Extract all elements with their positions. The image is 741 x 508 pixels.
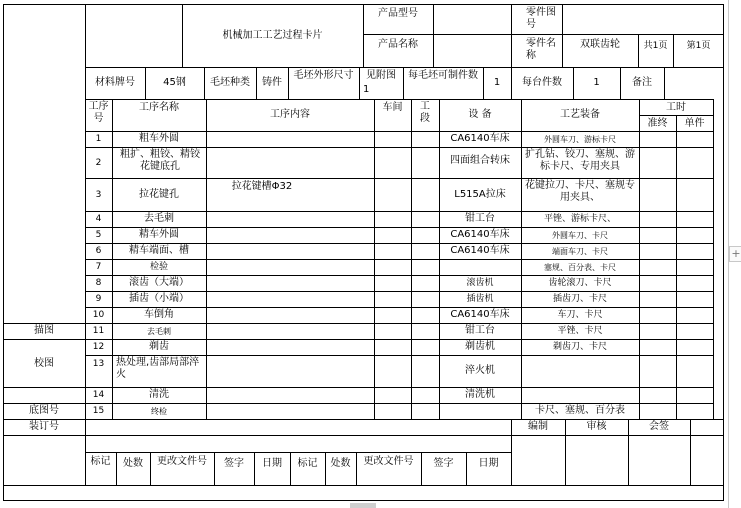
op-name: 去毛刺	[144, 213, 174, 224]
op-equipment: 淬火机	[465, 365, 495, 376]
header-workshop: 车间	[382, 102, 403, 113]
op-number: 1	[95, 134, 102, 144]
op-equipment: 钳工台	[465, 325, 495, 336]
pieces-per-unit-value: 1	[593, 77, 600, 88]
op-number: 12	[92, 342, 105, 352]
op-equipment: CA6140车床	[450, 245, 510, 256]
op-equipment: CA6140车床	[450, 309, 510, 320]
header-prep-final: 准终	[647, 118, 668, 129]
op-number: 6	[95, 246, 102, 256]
op-tooling: 外圆车刀、游标卡尺	[544, 135, 616, 144]
part-name-label: 零件名称	[526, 38, 556, 61]
op-equipment: 插齿机	[466, 294, 494, 304]
op-tooling: 车刀、卡尺	[557, 310, 603, 320]
revision-mark-label-2: 标记	[297, 458, 318, 469]
product-model-label: 产品型号	[378, 8, 418, 19]
op-number: 10	[92, 310, 105, 320]
header-work-hours: 工时	[666, 102, 686, 113]
header-section: 工段	[420, 101, 430, 124]
op-name: 滚齿（大端）	[129, 277, 189, 288]
header-equipment: 设 备	[468, 109, 492, 120]
op-number: 11	[92, 326, 105, 336]
op-tooling: 插齿刀、卡尺	[552, 294, 607, 304]
op-name: 清洗	[149, 389, 169, 400]
review-label: 审核	[586, 421, 607, 432]
revision-sign-label-2: 签字	[433, 458, 454, 469]
op-tooling: 齿轮滚刀、卡尺	[548, 278, 612, 288]
op-number: 2	[95, 158, 102, 168]
blank-type-label: 毛坯种类	[210, 77, 250, 88]
op-content: 拉花键槽Φ32	[231, 181, 293, 192]
op-number: 9	[95, 294, 102, 304]
op-number: 5	[95, 230, 102, 240]
product-name-label: 产品名称	[378, 39, 418, 50]
op-equipment: 四面组合转床	[450, 155, 510, 166]
compile-label: 编制	[528, 421, 548, 432]
page-number: 第1页	[686, 41, 711, 51]
op-equipment: 钳工台	[465, 213, 495, 224]
op-tooling: 端面车刀、卡尺	[552, 247, 608, 256]
header-tooling: 工艺装备	[560, 109, 600, 120]
revision-count-label: 处数	[123, 458, 143, 469]
pieces-per-blank-label: 每毛坯可制件数	[408, 70, 478, 81]
op-number: 4	[95, 214, 102, 224]
blank-type-value: 铸件	[262, 77, 282, 88]
base-drawing-no-label: 底图号	[29, 405, 59, 416]
op-number: 8	[95, 278, 102, 288]
op-tooling: 卡尺、塞规、百分表	[535, 405, 625, 416]
revision-sign-label: 签字	[224, 458, 244, 469]
op-number: 15	[92, 406, 105, 416]
op-tooling: 平锉、卡尺	[557, 326, 603, 336]
revision-date-label-2: 日期	[478, 458, 499, 469]
op-name: 检验	[149, 262, 168, 272]
op-name: 车倒角	[144, 309, 174, 320]
attached-drawing-value: 1	[363, 84, 370, 95]
part-name-value: 双联齿轮	[580, 39, 620, 50]
op-tooling: 外圆车刀、卡尺	[552, 231, 608, 240]
op-number: 7	[95, 262, 102, 272]
op-name: 粗扩、粗铰、精铰花键底孔	[120, 149, 200, 172]
revision-mark-label: 标记	[90, 456, 111, 467]
op-equipment: CA6140车床	[450, 133, 510, 144]
remarks-label: 备注	[632, 77, 652, 88]
op-tooling: 塞规、百分表、卡尺	[544, 263, 616, 272]
op-name: 终检	[151, 407, 167, 416]
attached-drawing-label: 见附图	[366, 70, 396, 81]
op-name: 去毛刺	[147, 327, 171, 336]
header-op-name: 工序名称	[139, 102, 179, 113]
material-grade-label: 材料牌号	[95, 77, 135, 88]
op-equipment: CA6140车床	[450, 229, 510, 240]
op-number: 3	[95, 190, 102, 200]
header-unit: 单件	[684, 118, 705, 129]
op-name: 精车端面、槽	[129, 245, 189, 256]
countersign-label: 会签	[649, 421, 669, 432]
op-name: 拉花键孔	[139, 189, 179, 200]
total-pages: 共1页	[643, 41, 668, 51]
revision-change-doc-label-2: 更改文件号	[363, 456, 414, 467]
op-name: 精车外圆	[139, 229, 179, 240]
op-name: 插齿（小端）	[129, 293, 189, 304]
op-tooling: 花键拉刀、卡尺、塞规专用夹具、	[525, 180, 635, 203]
trace-label: 描图	[34, 325, 54, 336]
op-equipment: L515A拉床	[454, 189, 506, 200]
header-op-content: 工序内容	[270, 109, 310, 120]
op-name: 粗车外圆	[139, 133, 179, 144]
op-tooling: 扩孔钻、铰刀、塞规、游标卡尺、专用夹具	[525, 149, 635, 172]
op-name: 热处理,齿部局部淬火	[116, 357, 200, 380]
op-number: 14	[92, 390, 105, 400]
op-equipment: 滚齿机	[466, 278, 494, 288]
op-tooling: 剃齿刀、卡尺	[552, 342, 607, 352]
binding-no-label: 装订号	[29, 421, 59, 432]
op-equipment: 清洗机	[465, 389, 495, 400]
op-number: 13	[92, 359, 105, 369]
revision-count-label-2: 处数	[330, 458, 351, 469]
material-grade-value: 45钢	[163, 77, 186, 88]
check-label: 校图	[34, 358, 54, 369]
revision-change-doc-label: 更改文件号	[157, 456, 207, 467]
pieces-per-unit-label: 每台件数	[522, 77, 562, 88]
blank-size-label: 毛坯外形尺寸	[293, 70, 354, 81]
horizontal-scroll-thumb[interactable]	[350, 503, 376, 508]
add-page-button[interactable]: +	[729, 246, 741, 262]
op-tooling: 平锉、游标卡尺、	[543, 214, 616, 224]
op-name: 剃齿	[149, 341, 169, 352]
revision-date-label: 日期	[262, 458, 282, 469]
pieces-per-blank-value: 1	[493, 77, 501, 88]
header-op-no: 工序号	[88, 101, 109, 124]
card-title: 机械加工工艺过程卡片	[222, 30, 323, 41]
part-drawing-no-label: 零件图号	[526, 7, 556, 30]
op-equipment: 剃齿机	[465, 341, 495, 352]
